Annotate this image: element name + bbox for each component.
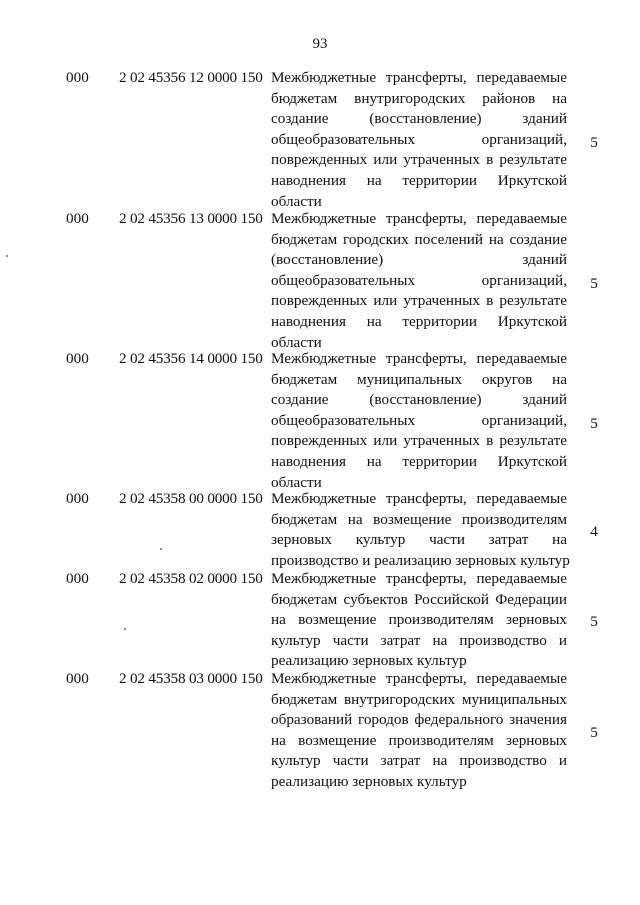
revenue-name-line: культур части затрат на производство и (271, 752, 567, 770)
revenue-name-line: производство и реализацию зерновых культур (271, 551, 570, 569)
amount-value: 5 (590, 415, 598, 432)
scan-speck (160, 548, 162, 550)
revenue-name (271, 349, 567, 493)
revenue-name-line: Межбюджетные трансферты, передаваемые (271, 490, 567, 507)
revenue-name-line: культур части затрат на производство и (271, 631, 567, 649)
amount-value: 4 (590, 523, 598, 540)
revenue-name-line: Межбюджетные трансферты, передаваемые (271, 350, 567, 367)
revenue-name-line: поврежденных или утраченных в результате (271, 151, 567, 169)
scan-speck (124, 628, 126, 630)
revenue-name-line: поврежденных или утраченных в результате (271, 432, 567, 450)
budget-classification-code: 2 02 45358 02 0000 150 (119, 570, 263, 587)
admin-code: 000 (66, 350, 89, 367)
budget-classification-code: 2 02 45358 00 0000 150 (119, 490, 263, 507)
revenue-name-line: Межбюджетные трансферты, передаваемые (271, 570, 567, 587)
budget-classification-code: 2 02 45356 12 0000 150 (119, 69, 263, 86)
revenue-name (271, 669, 567, 793)
amount-value: 5 (590, 134, 598, 151)
revenue-name-line: зерновых культур части затрат на (271, 531, 567, 549)
revenue-name-line: бюджетам городских поселений на создание (271, 230, 567, 248)
revenue-name-line: реализацию зерновых культур (271, 652, 467, 670)
revenue-name-line: общеобразовательных организаций, (271, 411, 567, 429)
admin-code: 000 (66, 570, 89, 587)
revenue-name-line: создание (восстановление) зданий (271, 110, 567, 128)
revenue-name-line: бюджетам внутригородских районов на (271, 89, 567, 107)
revenue-name-line: поврежденных или утраченных в результате (271, 292, 567, 310)
revenue-name-line: Межбюджетные трансферты, передаваемые (271, 210, 567, 227)
revenue-name-line: общеобразовательных организаций, (271, 271, 567, 289)
scan-speck (6, 255, 8, 257)
budget-classification-code: 2 02 45356 13 0000 150 (119, 210, 263, 227)
revenue-name-line: бюджетам муниципальных округов на (271, 370, 567, 388)
revenue-name-line: бюджетам субъектов Российской Федерации (271, 590, 567, 608)
revenue-name (271, 68, 567, 212)
admin-code: 000 (66, 69, 89, 86)
revenue-name-line: наводнения на территории Иркутской (271, 452, 567, 470)
revenue-name-line: области (271, 473, 322, 491)
admin-code: 000 (66, 490, 89, 507)
page-number: 93 (312, 36, 328, 52)
budget-classification-code: 2 02 45356 14 0000 150 (119, 350, 263, 367)
budget-classification-code: 2 02 45358 03 0000 150 (119, 670, 263, 687)
revenue-name (271, 569, 567, 672)
revenue-name-line: реализацию зерновых культур (271, 772, 467, 790)
revenue-name-line: на возмещение производителям зерновых (271, 731, 567, 749)
revenue-name-line: Межбюджетные трансферты, передаваемые (271, 69, 567, 86)
revenue-name-line: бюджетам на возмещение производителям (271, 510, 567, 528)
amount-value: 5 (590, 275, 598, 292)
revenue-name (271, 489, 570, 571)
revenue-name (271, 209, 567, 353)
revenue-name-line: области (271, 333, 322, 351)
admin-code: 000 (66, 670, 89, 687)
revenue-name-line: образований городов федерального значения (271, 711, 567, 729)
revenue-name-line: бюджетам внутригородских муниципальных (271, 690, 567, 708)
amount-value: 5 (590, 613, 598, 630)
revenue-name-line: на возмещение производителям зерновых (271, 611, 567, 629)
revenue-name-line: наводнения на территории Иркутской (271, 312, 567, 330)
revenue-name-line: Межбюджетные трансферты, передаваемые (271, 670, 567, 687)
revenue-name-line: общеобразовательных организаций, (271, 130, 567, 148)
amount-value: 5 (590, 724, 598, 741)
admin-code: 000 (66, 210, 89, 227)
revenue-name-line: (восстановление) зданий (271, 251, 567, 269)
revenue-name-line: создание (восстановление) зданий (271, 391, 567, 409)
revenue-name-line: области (271, 192, 322, 210)
revenue-name-line: наводнения на территории Иркутской (271, 171, 567, 189)
